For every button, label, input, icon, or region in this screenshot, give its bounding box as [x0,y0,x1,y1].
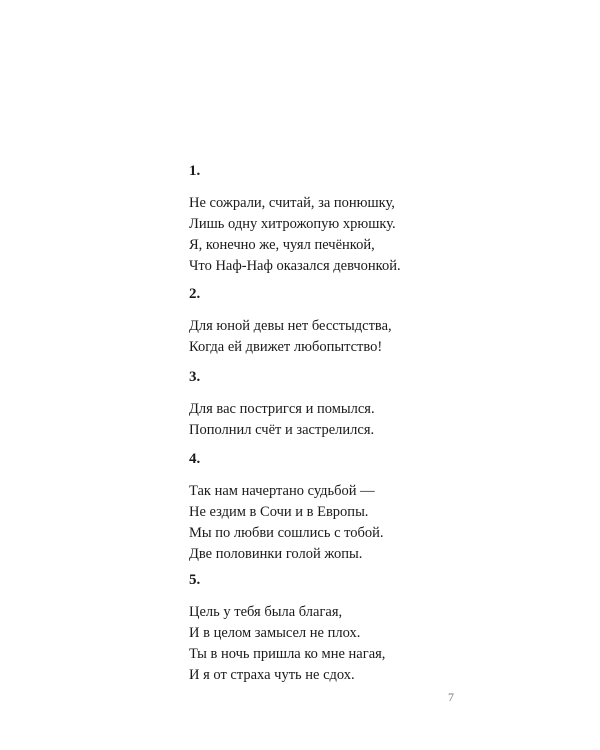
poem-line: Цель у тебя была благая, [189,604,343,620]
poem-3 [189,368,509,441]
poem-4 [189,450,509,565]
poem-line: Лишь одну хитрожопую хрюшку. [189,216,396,232]
poem-line: Я, конечно же, чуял печёнкой, [189,237,375,253]
poem-2 [189,285,509,358]
poem-5 [189,571,509,686]
page-number: 7 [448,690,454,704]
poem-line: Когда ей движет любопытство! [189,339,383,355]
poem-lines [189,399,509,441]
poem-lines [189,193,509,277]
poem-1 [189,162,509,277]
poem-number: 3. [189,369,201,385]
poem-line: Не ездим в Сочи и в Европы. [189,504,369,520]
poem-number: 1. [189,163,201,179]
poem-lines [189,602,509,686]
poem-number: 4. [189,451,201,467]
poem-lines [189,316,509,358]
poem-line: Для вас постригся и помылся. [189,401,375,417]
poem-line: Две половинки голой жопы. [189,546,363,562]
poem-line: Мы по любви сошлись с тобой. [189,525,384,541]
poem-line: Ты в ночь пришла ко мне нагая, [189,646,386,662]
poem-line: И в целом замысел не плох. [189,625,361,641]
poem-line: И я от страха чуть не сдох. [189,667,355,683]
poem-line: Для юной девы нет бесстыдства, [189,318,392,334]
poem-line: Что Наф-Наф оказался девчонкой. [189,258,401,274]
poem-line: Так нам начертано судьбой — [189,483,375,499]
poem-line: Не сожрали, считай, за понюшку, [189,195,395,211]
poem-number: 2. [189,286,201,302]
poem-line: Пополнил счёт и застрелился. [189,422,375,438]
poem-number: 5. [189,572,201,588]
poem-lines [189,481,509,565]
